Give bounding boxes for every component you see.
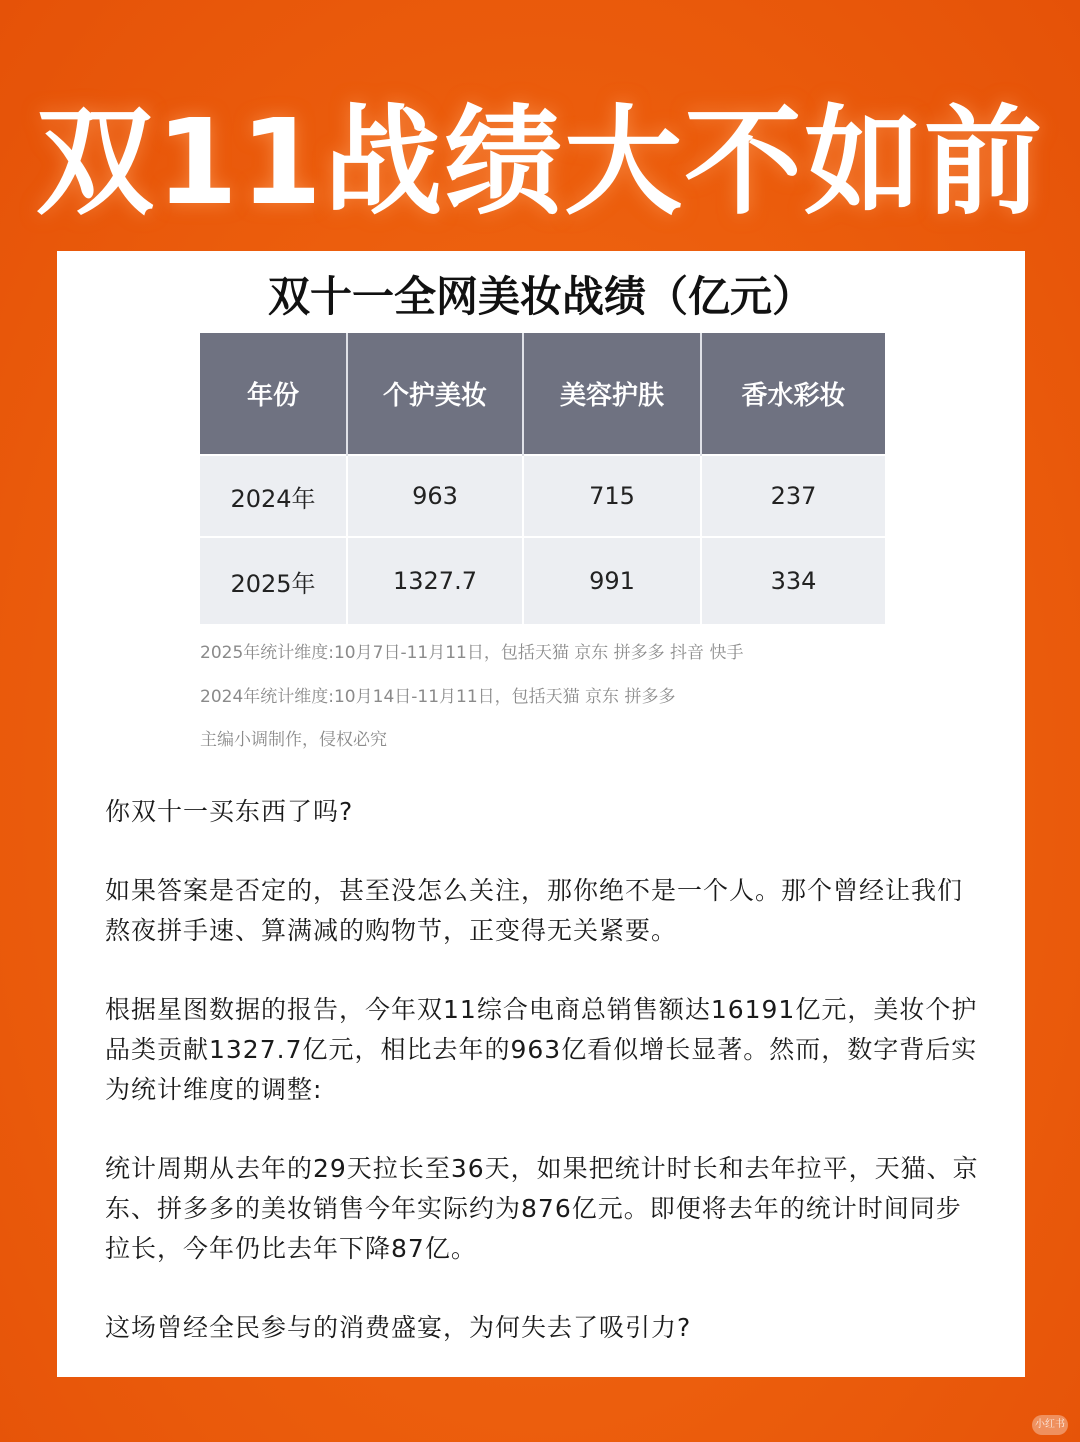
note-copyright: 主编小调制作，侵权必究 (200, 730, 387, 750)
note-2024-scope: 2024年统计维度:10月14日-11月11日，包括天猫 京东 拼多多 (200, 687, 676, 707)
cell-skincare: 715 (523, 455, 701, 537)
table-row (200, 455, 885, 537)
cell-year: 2025年 (200, 537, 347, 624)
cell-year: 2024年 (200, 455, 347, 537)
header-personal-care: 个护美妆 (347, 333, 523, 455)
cell-skincare: 991 (523, 537, 701, 624)
header-skincare: 美容护肤 (523, 333, 701, 455)
table-header-row (200, 333, 885, 455)
paragraph-question: 你双十一买东西了吗? (105, 797, 354, 826)
paragraph-not-alone: 如果答案是否定的，甚至没怎么关注，那你绝不是一个人。那个曾经让我们熬夜拼手速、算满减的购物节，正变得无关紧要。 (105, 876, 964, 945)
cell-personal-care: 1327.7 (347, 537, 523, 624)
platform-watermark: 小红书 (1032, 1415, 1068, 1435)
note-2025-scope: 2025年统计维度:10月7日-11月11日，包括天猫 京东 拼多多 抖音 快手 (200, 643, 744, 663)
page-headline: 双11战绩大不如前 (35, 93, 1045, 231)
content-card (57, 251, 1025, 1377)
cell-personal-care: 963 (347, 455, 523, 537)
paragraph-adjusted-period: 统计周期从去年的29天拉长至36天，如果把统计时长和去年拉平，天猫、京东、拼多多的美妆销售今年实际约为876亿元。即便将去年的统计时间同步拉长，今年仍比去年下降87亿。 (105, 1154, 979, 1263)
paragraph-closing-question: 这场曾经全民参与的消费盛宴，为何失去了吸引力? (105, 1313, 692, 1342)
table-row (200, 537, 885, 624)
header-year: 年份 (200, 333, 347, 455)
header-fragrance-makeup: 香水彩妆 (701, 333, 885, 455)
table-title: 双十一全网美妆战绩（亿元） (267, 272, 814, 321)
paragraph-data-report: 根据星图数据的报告，今年双11综合电商总销售额达16191亿元，美妆个护品类贡献1327.7亿元，相比去年的963亿看似增长显著。然而，数字背后实为统计维度的调整: (105, 995, 978, 1104)
cell-fragrance-makeup: 237 (701, 455, 885, 537)
cell-fragrance-makeup: 334 (701, 537, 885, 624)
stats-table (200, 333, 885, 624)
